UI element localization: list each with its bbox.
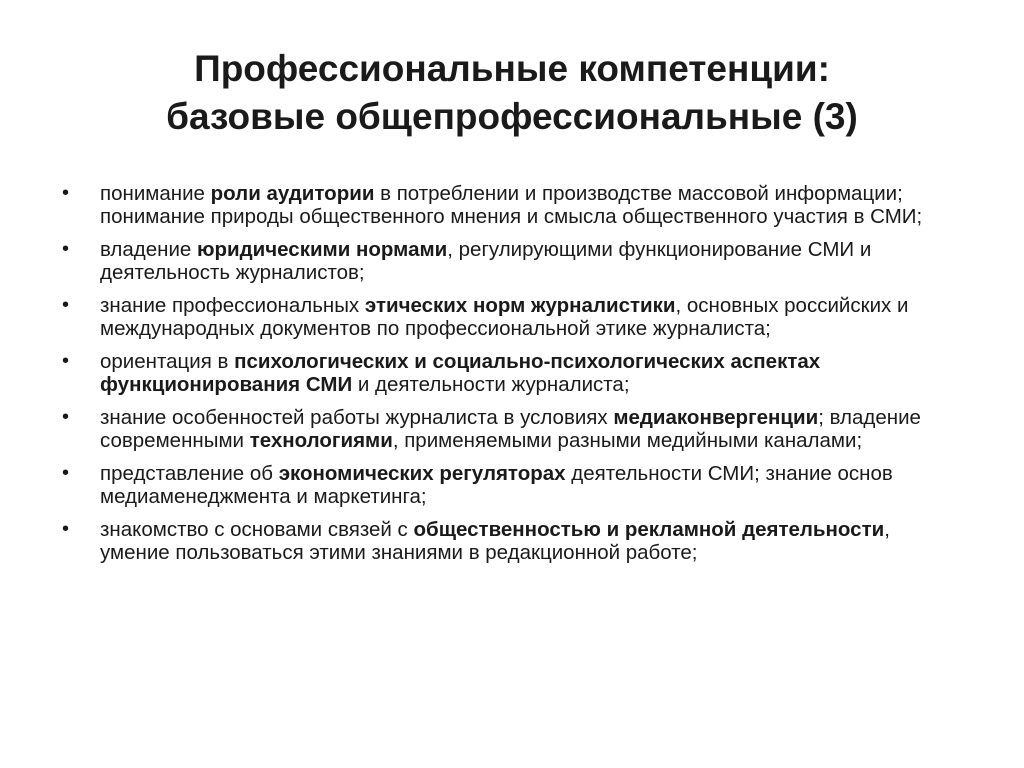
bullet-text: , умение пользоваться этими знаниями в редакционной работе;	[100, 518, 890, 564]
bullet-text: , основных российских и международных документов по профессиональной этике журналиста;	[100, 294, 909, 340]
bullet-item	[62, 294, 962, 340]
bullet-text: в потреблении и производстве массовой информации; понимание природы общественного мнения и смысла общественного участия в СМИ;	[100, 182, 923, 228]
bullet-marker: •	[62, 182, 70, 204]
bullet-text: знание профессиональных	[100, 294, 365, 317]
bullet-marker: •	[62, 294, 70, 316]
bullet-text: ориентация в	[100, 350, 235, 373]
bullet-item	[62, 238, 962, 284]
bullet-list	[62, 182, 962, 574]
bullet-text-bold: этических норм журналистики	[364, 294, 676, 317]
bullet-text: деятельности СМИ; знание основ медиаменеджмента и маркетинга;	[100, 462, 893, 508]
bullet-text: владение	[100, 238, 198, 261]
bullet-text-bold: технологиями	[249, 429, 393, 452]
bullet-item	[62, 462, 962, 508]
bullet-text: знание особенностей работы журналиста в условиях	[100, 406, 614, 429]
bullet-text: знакомство с основами связей с	[100, 518, 414, 541]
slide-title-line-1: Профессиональные компетенции:	[194, 48, 830, 89]
bullet-text: представление об	[100, 462, 279, 485]
slide-title-line-2: базовые общепрофессиональные (3)	[166, 96, 858, 137]
bullet-text-bold: психологических и социально-психологических аспектах функционирования СМИ	[100, 350, 821, 396]
bullet-marker: •	[62, 238, 70, 260]
bullet-text-bold: медиаконвергенции	[613, 406, 819, 429]
bullet-text-bold: юридическими нормами	[197, 238, 448, 261]
bullet-marker: •	[62, 350, 70, 372]
bullet-text: ; владение современными	[100, 406, 921, 452]
bullet-item	[62, 350, 962, 396]
bullet-marker: •	[62, 406, 70, 428]
bullet-item	[62, 518, 962, 564]
bullet-text: понимание	[100, 182, 211, 205]
bullet-text: и деятельности журналиста;	[352, 373, 630, 396]
bullet-text: , регулирующими функционирование СМИ и деятельность журналистов;	[100, 238, 872, 284]
bullet-item	[62, 182, 962, 228]
bullet-item	[62, 406, 962, 452]
bullet-text: , применяемыми разными медийными каналами;	[392, 429, 863, 452]
slide-title	[40, 45, 984, 141]
bullet-text-bold: экономических регуляторах	[278, 462, 566, 485]
bullet-text-bold: роли аудитории	[210, 182, 375, 205]
bullet-marker: •	[62, 518, 70, 540]
bullet-marker: •	[62, 462, 70, 484]
bullet-text-bold: общественностью и рекламной деятельности	[413, 518, 885, 541]
